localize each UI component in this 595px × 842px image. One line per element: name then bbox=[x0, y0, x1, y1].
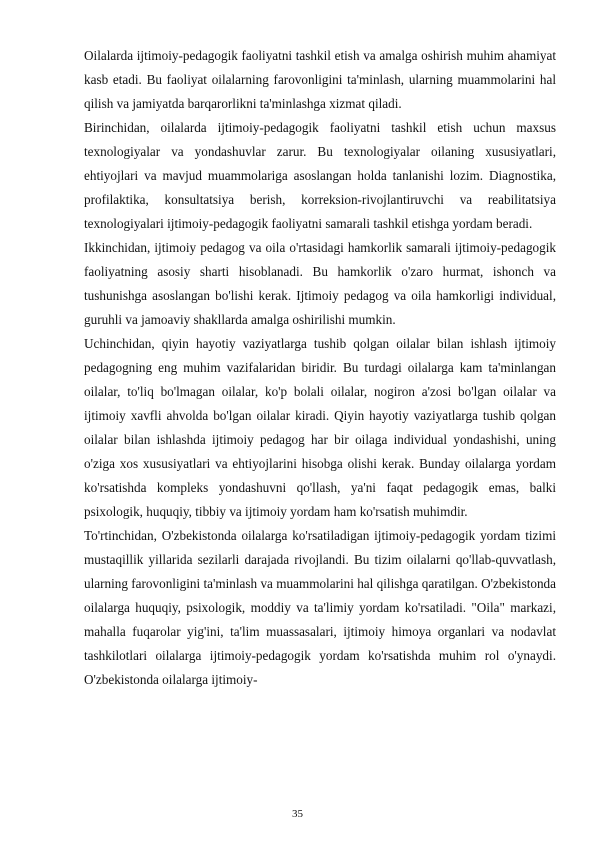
paragraph-4: Uchinchidan, qiyin hayotiy vaziyatlarga tushib qolgan oilalar bilan ishlash ijtimoiy pedagogning eng muhim vazifalaridan biridir. Bu turdagi oilalarga kam ta'minlangan oilalar, to'liq bo'lmagan oilalar, ko'p bolali oilalar, nogiron a'zosi bo'lgan oilalar va ijtimoiy xavfli ahvolda bo'lgan oilalar kiradi. Qiyin hayotiy vaziyatlarga tushib qolgan oilalar bilan ishlashda ijtimoiy pedagog har bir oilaga individual yondashishi, uning o'ziga xos xususiyatlari va ehtiyojlarini hisobga olishi kerak. Bunday oilalarga yordam ko'rsatishda kompleks yondashuvni qo'llash, ya'ni faqat pedagogik emas, balki psixologik, huquqiy, tibbiy va ijtimoiy yordam ham ko'rsatish muhimdir. bbox=[84, 336, 556, 519]
paragraph-1: Oilalarda ijtimoiy-pedagogik faoliyatni tashkil etish va amalga oshirish muhim ahamiyat kasb etadi. Bu faoliyat oilalarning farovonligini ta'minlash, ularning muammolarini hal qilish va jamiyatda barqarorlikni ta'minlashga xizmat qiladi. bbox=[84, 48, 556, 111]
paragraph-5: To'rtinchidan, O'zbekistonda oilalarga ko'rsatiladigan ijtimoiy-pedagogik yordam tizimi mustaqillik yillarida sezilarli darajada rivojlandi. Bu tizim oilalarni qo'llab-quvvatlash, ularning farovonligini ta'minlash va muammolarini hal qilishga qaratilgan. O'zbekistonda oilalarga huquqiy, psixologik, moddiy va ta'limiy yordam ko'rsatiladi. "Oila" markazi, mahalla fuqarolar yig'ini, ta'lim muassasalari, ijtimoiy himoya organlari va nodavlat tashkilotlari oilalarga ijtimoiy-pedagogik yordam ko'rsatishda muhim rol o'ynaydi. O'zbekistonda oilalarga ijtimoiy- bbox=[84, 528, 556, 687]
page-number: 35 bbox=[292, 808, 303, 820]
document-page bbox=[84, 44, 556, 692]
paragraph-3: Ikkinchidan, ijtimoiy pedagog va oila o'rtasidagi hamkorlik samarali ijtimoiy-pedagogik faoliyatning asosiy sharti hisoblanadi. Bu hamkorlik o'zaro hurmat, ishonch va tushunishga asoslangan bo'lishi kerak. Ijtimoiy pedagog va oila hamkorligi individual, guruhli va jamoaviy shakllarda amalga oshirilishi mumkin. bbox=[84, 240, 556, 327]
paragraph-2: Birinchidan, oilalarda ijtimoiy-pedagogik faoliyatni tashkil etish uchun maxsus texnologiyalar va yondashuvlar zarur. Bu texnologiyalar oilaning xususiyatlari, ehtiyojlari va mavjud muammolariga asoslangan holda tanlanishi lozim. Diagnostika, profilaktika, konsultatsiya berish, korreksion-rivojlantiruvchi va reabilitatsiya texnologiyalari ijtimoiy-pedagogik faoliyatni samarali tashkil etishga yordam beradi. bbox=[84, 120, 556, 231]
